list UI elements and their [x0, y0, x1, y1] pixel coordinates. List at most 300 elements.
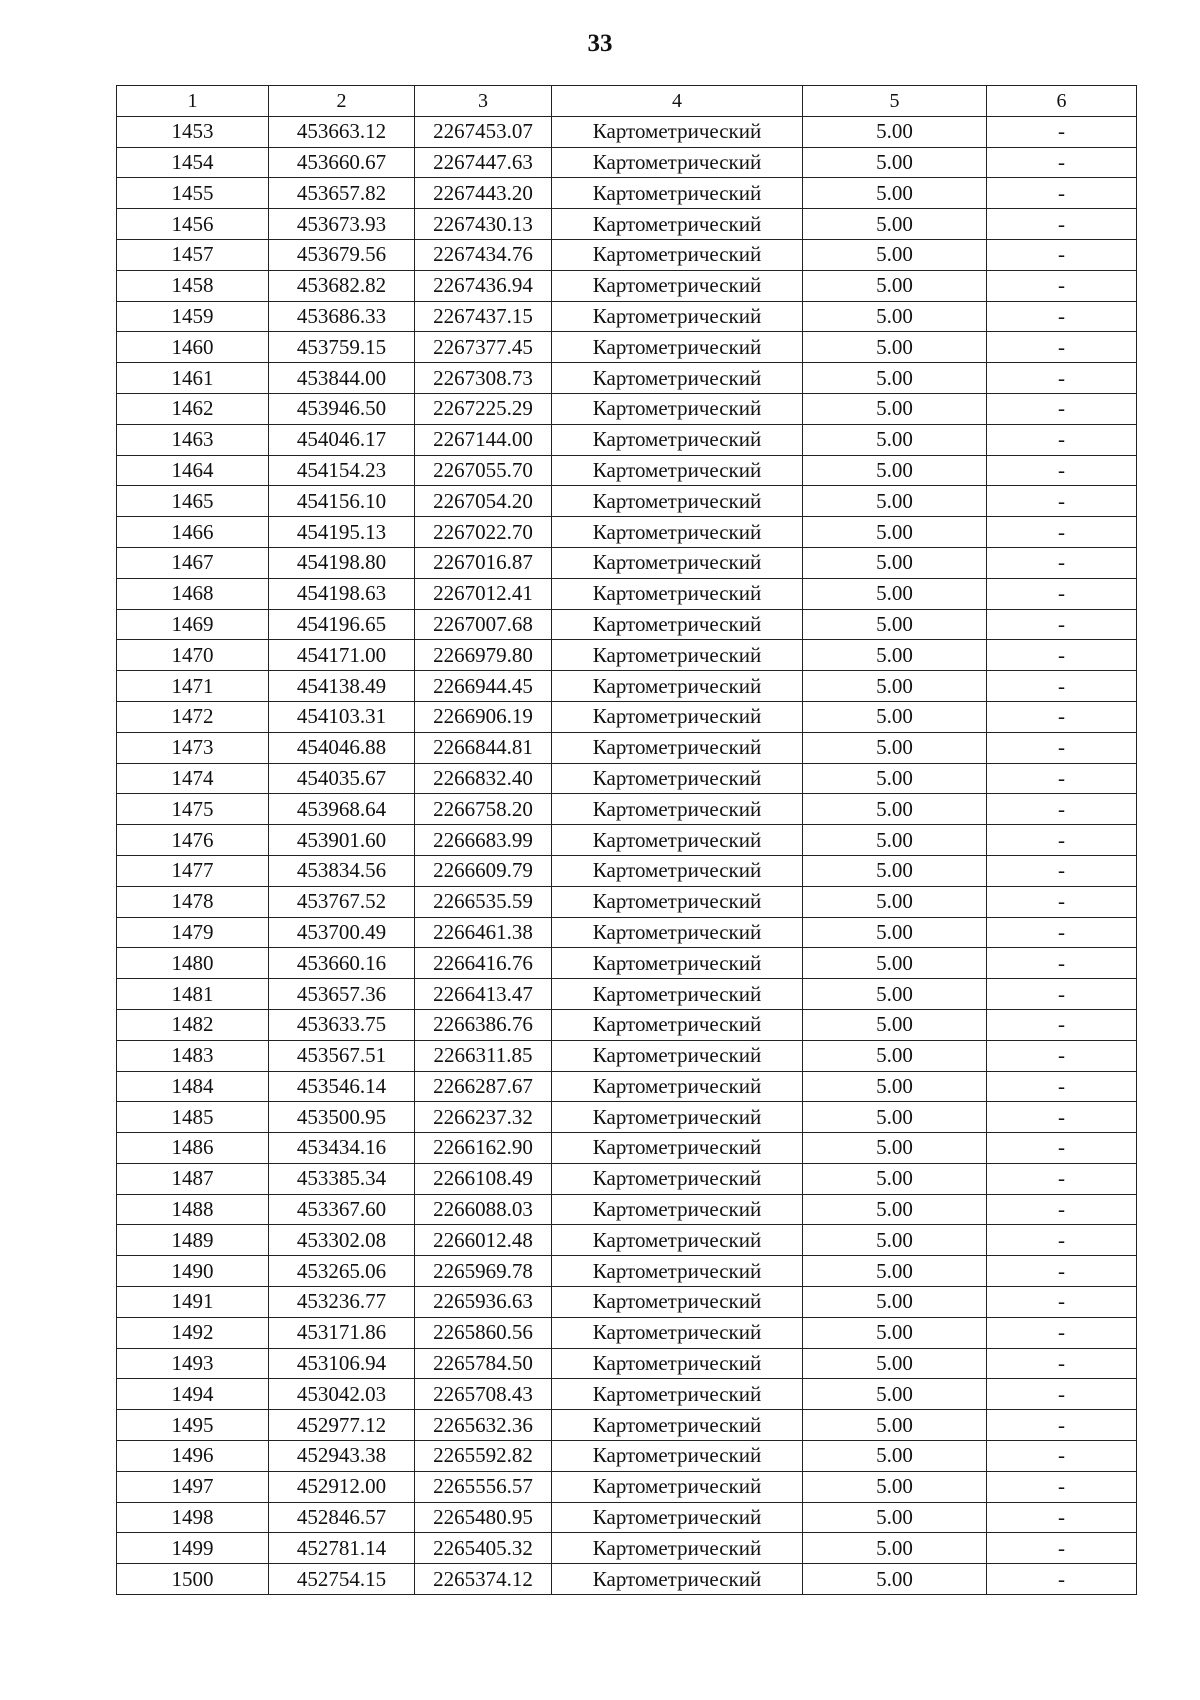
method-cell: Картометрический	[552, 609, 803, 640]
x-coordinate-cell: 453385.34	[269, 1163, 415, 1194]
x-coordinate-cell: 453946.50	[269, 393, 415, 424]
y-coordinate-cell: 2265936.63	[415, 1287, 552, 1318]
accuracy-cell: 5.00	[803, 794, 987, 825]
accuracy-cell: 5.00	[803, 147, 987, 178]
table-row	[117, 1194, 1137, 1225]
point-number-cell: 1454	[117, 147, 269, 178]
y-coordinate-cell: 2265480.95	[415, 1502, 552, 1533]
point-number-cell: 1469	[117, 609, 269, 640]
y-coordinate-cell: 2265708.43	[415, 1379, 552, 1410]
point-number-cell: 1477	[117, 855, 269, 886]
accuracy-cell: 5.00	[803, 1225, 987, 1256]
x-coordinate-cell: 453682.82	[269, 270, 415, 301]
point-number-cell: 1484	[117, 1071, 269, 1102]
header-cell: 5	[803, 86, 987, 117]
method-cell: Картометрический	[552, 363, 803, 394]
method-cell: Картометрический	[552, 886, 803, 917]
description-cell: -	[987, 1441, 1137, 1472]
table-row	[117, 486, 1137, 517]
point-number-cell: 1468	[117, 578, 269, 609]
description-cell: -	[987, 855, 1137, 886]
point-number-cell: 1488	[117, 1194, 269, 1225]
y-coordinate-cell: 2265374.12	[415, 1564, 552, 1595]
y-coordinate-cell: 2266012.48	[415, 1225, 552, 1256]
method-cell: Картометрический	[552, 979, 803, 1010]
y-coordinate-cell: 2266108.49	[415, 1163, 552, 1194]
table-row	[117, 1564, 1137, 1595]
y-coordinate-cell: 2266311.85	[415, 1040, 552, 1071]
x-coordinate-cell: 453106.94	[269, 1348, 415, 1379]
method-cell: Картометрический	[552, 640, 803, 671]
description-cell: -	[987, 948, 1137, 979]
x-coordinate-cell: 454035.67	[269, 763, 415, 794]
method-cell: Картометрический	[552, 147, 803, 178]
description-cell: -	[987, 270, 1137, 301]
accuracy-cell: 5.00	[803, 1564, 987, 1595]
x-coordinate-cell: 454195.13	[269, 517, 415, 548]
point-number-cell: 1500	[117, 1564, 269, 1595]
x-coordinate-cell: 453834.56	[269, 855, 415, 886]
table-row	[117, 393, 1137, 424]
accuracy-cell: 5.00	[803, 1194, 987, 1225]
accuracy-cell: 5.00	[803, 701, 987, 732]
description-cell: -	[987, 1379, 1137, 1410]
point-number-cell: 1499	[117, 1533, 269, 1564]
y-coordinate-cell: 2267443.20	[415, 178, 552, 209]
description-cell: -	[987, 1564, 1137, 1595]
y-coordinate-cell: 2266416.76	[415, 948, 552, 979]
method-cell: Картометрический	[552, 393, 803, 424]
y-coordinate-cell: 2265784.50	[415, 1348, 552, 1379]
y-coordinate-cell: 2267308.73	[415, 363, 552, 394]
point-number-cell: 1479	[117, 917, 269, 948]
x-coordinate-cell: 454046.17	[269, 424, 415, 455]
table-row	[117, 1533, 1137, 1564]
y-coordinate-cell: 2266088.03	[415, 1194, 552, 1225]
description-cell: -	[987, 178, 1137, 209]
table-row	[117, 917, 1137, 948]
x-coordinate-cell: 453673.93	[269, 209, 415, 240]
y-coordinate-cell: 2267016.87	[415, 547, 552, 578]
accuracy-cell: 5.00	[803, 209, 987, 240]
accuracy-cell: 5.00	[803, 455, 987, 486]
x-coordinate-cell: 454046.88	[269, 732, 415, 763]
accuracy-cell: 5.00	[803, 671, 987, 702]
header-cell: 6	[987, 86, 1137, 117]
accuracy-cell: 5.00	[803, 886, 987, 917]
description-cell: -	[987, 486, 1137, 517]
accuracy-cell: 5.00	[803, 948, 987, 979]
table-row	[117, 948, 1137, 979]
y-coordinate-cell: 2266906.19	[415, 701, 552, 732]
y-coordinate-cell: 2267054.20	[415, 486, 552, 517]
description-cell: -	[987, 209, 1137, 240]
y-coordinate-cell: 2267144.00	[415, 424, 552, 455]
description-cell: -	[987, 763, 1137, 794]
table-row	[117, 301, 1137, 332]
x-coordinate-cell: 453679.56	[269, 239, 415, 270]
table-row	[117, 455, 1137, 486]
description-cell: -	[987, 1317, 1137, 1348]
x-coordinate-cell: 454154.23	[269, 455, 415, 486]
x-coordinate-cell: 452977.12	[269, 1410, 415, 1441]
y-coordinate-cell: 2267055.70	[415, 455, 552, 486]
accuracy-cell: 5.00	[803, 1317, 987, 1348]
accuracy-cell: 5.00	[803, 732, 987, 763]
table-row	[117, 855, 1137, 886]
x-coordinate-cell: 453302.08	[269, 1225, 415, 1256]
x-coordinate-cell: 452846.57	[269, 1502, 415, 1533]
method-cell: Картометрический	[552, 1317, 803, 1348]
table-row	[117, 363, 1137, 394]
y-coordinate-cell: 2267447.63	[415, 147, 552, 178]
x-coordinate-cell: 453700.49	[269, 917, 415, 948]
method-cell: Картометрический	[552, 547, 803, 578]
description-cell: -	[987, 1225, 1137, 1256]
y-coordinate-cell: 2266683.99	[415, 825, 552, 856]
header-cell: 3	[415, 86, 552, 117]
y-coordinate-cell: 2265592.82	[415, 1441, 552, 1472]
description-cell: -	[987, 917, 1137, 948]
point-number-cell: 1489	[117, 1225, 269, 1256]
accuracy-cell: 5.00	[803, 332, 987, 363]
y-coordinate-cell: 2266609.79	[415, 855, 552, 886]
method-cell: Картометрический	[552, 1471, 803, 1502]
y-coordinate-cell: 2266944.45	[415, 671, 552, 702]
header-cell: 2	[269, 86, 415, 117]
x-coordinate-cell: 453968.64	[269, 794, 415, 825]
x-coordinate-cell: 454196.65	[269, 609, 415, 640]
point-number-cell: 1494	[117, 1379, 269, 1410]
x-coordinate-cell: 453660.67	[269, 147, 415, 178]
table-row	[117, 1102, 1137, 1133]
method-cell: Картометрический	[552, 486, 803, 517]
method-cell: Картометрический	[552, 239, 803, 270]
accuracy-cell: 5.00	[803, 547, 987, 578]
description-cell: -	[987, 547, 1137, 578]
point-number-cell: 1485	[117, 1102, 269, 1133]
description-cell: -	[987, 825, 1137, 856]
x-coordinate-cell: 453660.16	[269, 948, 415, 979]
point-number-cell: 1482	[117, 1009, 269, 1040]
accuracy-cell: 5.00	[803, 825, 987, 856]
table-row	[117, 1502, 1137, 1533]
description-cell: -	[987, 1133, 1137, 1164]
coordinates-table	[116, 85, 1137, 1595]
table-row	[117, 794, 1137, 825]
accuracy-cell: 5.00	[803, 393, 987, 424]
y-coordinate-cell: 2266979.80	[415, 640, 552, 671]
x-coordinate-cell: 454198.63	[269, 578, 415, 609]
accuracy-cell: 5.00	[803, 1163, 987, 1194]
point-number-cell: 1455	[117, 178, 269, 209]
y-coordinate-cell: 2265969.78	[415, 1256, 552, 1287]
point-number-cell: 1459	[117, 301, 269, 332]
y-coordinate-cell: 2266461.38	[415, 917, 552, 948]
method-cell: Картометрический	[552, 578, 803, 609]
point-number-cell: 1491	[117, 1287, 269, 1318]
accuracy-cell: 5.00	[803, 270, 987, 301]
accuracy-cell: 5.00	[803, 116, 987, 147]
y-coordinate-cell: 2267437.15	[415, 301, 552, 332]
accuracy-cell: 5.00	[803, 1533, 987, 1564]
accuracy-cell: 5.00	[803, 1102, 987, 1133]
point-number-cell: 1456	[117, 209, 269, 240]
x-coordinate-cell: 453767.52	[269, 886, 415, 917]
point-number-cell: 1497	[117, 1471, 269, 1502]
description-cell: -	[987, 301, 1137, 332]
description-cell: -	[987, 517, 1137, 548]
point-number-cell: 1453	[117, 116, 269, 147]
page-number: 33	[587, 30, 613, 57]
x-coordinate-cell: 454138.49	[269, 671, 415, 702]
point-number-cell: 1461	[117, 363, 269, 394]
point-number-cell: 1470	[117, 640, 269, 671]
method-cell: Картометрический	[552, 763, 803, 794]
table-row	[117, 609, 1137, 640]
table-row	[117, 1133, 1137, 1164]
method-cell: Картометрический	[552, 1225, 803, 1256]
x-coordinate-cell: 453546.14	[269, 1071, 415, 1102]
description-cell: -	[987, 701, 1137, 732]
method-cell: Картометрический	[552, 209, 803, 240]
accuracy-cell: 5.00	[803, 1441, 987, 1472]
point-number-cell: 1486	[117, 1133, 269, 1164]
point-number-cell: 1476	[117, 825, 269, 856]
table-body	[117, 116, 1137, 1594]
table-row	[117, 239, 1137, 270]
description-cell: -	[987, 1009, 1137, 1040]
description-cell: -	[987, 1163, 1137, 1194]
description-cell: -	[987, 979, 1137, 1010]
y-coordinate-cell: 2266832.40	[415, 763, 552, 794]
point-number-cell: 1467	[117, 547, 269, 578]
table-row	[117, 1410, 1137, 1441]
method-cell: Картометрический	[552, 1410, 803, 1441]
accuracy-cell: 5.00	[803, 1287, 987, 1318]
accuracy-cell: 5.00	[803, 301, 987, 332]
table-row	[117, 332, 1137, 363]
description-cell: -	[987, 1071, 1137, 1102]
y-coordinate-cell: 2265405.32	[415, 1533, 552, 1564]
table-header	[117, 86, 1137, 117]
description-cell: -	[987, 1471, 1137, 1502]
x-coordinate-cell: 453265.06	[269, 1256, 415, 1287]
point-number-cell: 1463	[117, 424, 269, 455]
x-coordinate-cell: 453759.15	[269, 332, 415, 363]
accuracy-cell: 5.00	[803, 578, 987, 609]
method-cell: Картометрический	[552, 1379, 803, 1410]
description-cell: -	[987, 363, 1137, 394]
description-cell: -	[987, 609, 1137, 640]
table-row	[117, 517, 1137, 548]
table-row	[117, 1317, 1137, 1348]
method-cell: Картометрический	[552, 794, 803, 825]
description-cell: -	[987, 1533, 1137, 1564]
y-coordinate-cell: 2267453.07	[415, 116, 552, 147]
accuracy-cell: 5.00	[803, 1471, 987, 1502]
accuracy-cell: 5.00	[803, 1133, 987, 1164]
point-number-cell: 1493	[117, 1348, 269, 1379]
point-number-cell: 1473	[117, 732, 269, 763]
description-cell: -	[987, 239, 1137, 270]
y-coordinate-cell: 2267436.94	[415, 270, 552, 301]
point-number-cell: 1490	[117, 1256, 269, 1287]
accuracy-cell: 5.00	[803, 486, 987, 517]
y-coordinate-cell: 2266162.90	[415, 1133, 552, 1164]
table-row	[117, 1163, 1137, 1194]
description-cell: -	[987, 332, 1137, 363]
table-row	[117, 1009, 1137, 1040]
y-coordinate-cell: 2265556.57	[415, 1471, 552, 1502]
method-cell: Картометрический	[552, 1564, 803, 1595]
method-cell: Картометрический	[552, 1163, 803, 1194]
table-row	[117, 1040, 1137, 1071]
point-number-cell: 1466	[117, 517, 269, 548]
table-row	[117, 547, 1137, 578]
point-number-cell: 1464	[117, 455, 269, 486]
table-row	[117, 1225, 1137, 1256]
description-cell: -	[987, 1287, 1137, 1318]
y-coordinate-cell: 2267434.76	[415, 239, 552, 270]
x-coordinate-cell: 452754.15	[269, 1564, 415, 1595]
method-cell: Картометрический	[552, 825, 803, 856]
y-coordinate-cell: 2265632.36	[415, 1410, 552, 1441]
point-number-cell: 1495	[117, 1410, 269, 1441]
method-cell: Картометрический	[552, 455, 803, 486]
table-row	[117, 1348, 1137, 1379]
table-row	[117, 886, 1137, 917]
description-cell: -	[987, 886, 1137, 917]
description-cell: -	[987, 640, 1137, 671]
y-coordinate-cell: 2267022.70	[415, 517, 552, 548]
table-row	[117, 732, 1137, 763]
method-cell: Картометрический	[552, 917, 803, 948]
x-coordinate-cell: 453367.60	[269, 1194, 415, 1225]
y-coordinate-cell: 2266413.47	[415, 979, 552, 1010]
point-number-cell: 1462	[117, 393, 269, 424]
table-row	[117, 671, 1137, 702]
table-row	[117, 424, 1137, 455]
table-row	[117, 979, 1137, 1010]
table-row	[117, 1071, 1137, 1102]
x-coordinate-cell: 453633.75	[269, 1009, 415, 1040]
y-coordinate-cell: 2267225.29	[415, 393, 552, 424]
table-row	[117, 1256, 1137, 1287]
method-cell: Картометрический	[552, 701, 803, 732]
method-cell: Картометрический	[552, 671, 803, 702]
description-cell: -	[987, 1410, 1137, 1441]
method-cell: Картометрический	[552, 1287, 803, 1318]
y-coordinate-cell: 2267377.45	[415, 332, 552, 363]
accuracy-cell: 5.00	[803, 178, 987, 209]
method-cell: Картометрический	[552, 332, 803, 363]
description-cell: -	[987, 1194, 1137, 1225]
point-number-cell: 1472	[117, 701, 269, 732]
point-number-cell: 1465	[117, 486, 269, 517]
y-coordinate-cell: 2265860.56	[415, 1317, 552, 1348]
method-cell: Картометрический	[552, 732, 803, 763]
accuracy-cell: 5.00	[803, 1410, 987, 1441]
x-coordinate-cell: 453042.03	[269, 1379, 415, 1410]
point-number-cell: 1483	[117, 1040, 269, 1071]
table-row	[117, 178, 1137, 209]
accuracy-cell: 5.00	[803, 763, 987, 794]
accuracy-cell: 5.00	[803, 855, 987, 886]
table-row	[117, 1379, 1137, 1410]
x-coordinate-cell: 452781.14	[269, 1533, 415, 1564]
table-row	[117, 578, 1137, 609]
accuracy-cell: 5.00	[803, 1348, 987, 1379]
x-coordinate-cell: 453500.95	[269, 1102, 415, 1133]
point-number-cell: 1478	[117, 886, 269, 917]
accuracy-cell: 5.00	[803, 1040, 987, 1071]
x-coordinate-cell: 453657.36	[269, 979, 415, 1010]
point-number-cell: 1457	[117, 239, 269, 270]
table-row	[117, 825, 1137, 856]
method-cell: Картометрический	[552, 1071, 803, 1102]
table-row	[117, 147, 1137, 178]
method-cell: Картометрический	[552, 424, 803, 455]
point-number-cell: 1471	[117, 671, 269, 702]
table-row	[117, 1471, 1137, 1502]
accuracy-cell: 5.00	[803, 1379, 987, 1410]
x-coordinate-cell: 453844.00	[269, 363, 415, 394]
method-cell: Картометрический	[552, 116, 803, 147]
description-cell: -	[987, 1348, 1137, 1379]
accuracy-cell: 5.00	[803, 1009, 987, 1040]
x-coordinate-cell: 454198.80	[269, 547, 415, 578]
method-cell: Картометрический	[552, 1533, 803, 1564]
accuracy-cell: 5.00	[803, 424, 987, 455]
method-cell: Картометрический	[552, 1502, 803, 1533]
description-cell: -	[987, 1502, 1137, 1533]
point-number-cell: 1480	[117, 948, 269, 979]
description-cell: -	[987, 578, 1137, 609]
y-coordinate-cell: 2266386.76	[415, 1009, 552, 1040]
x-coordinate-cell: 453434.16	[269, 1133, 415, 1164]
y-coordinate-cell: 2267007.68	[415, 609, 552, 640]
point-number-cell: 1492	[117, 1317, 269, 1348]
description-cell: -	[987, 1102, 1137, 1133]
x-coordinate-cell: 454171.00	[269, 640, 415, 671]
method-cell: Картометрический	[552, 1348, 803, 1379]
method-cell: Картометрический	[552, 517, 803, 548]
x-coordinate-cell: 454156.10	[269, 486, 415, 517]
y-coordinate-cell: 2266535.59	[415, 886, 552, 917]
description-cell: -	[987, 424, 1137, 455]
accuracy-cell: 5.00	[803, 1071, 987, 1102]
method-cell: Картометрический	[552, 1256, 803, 1287]
x-coordinate-cell: 453567.51	[269, 1040, 415, 1071]
table-row	[117, 270, 1137, 301]
table-row	[117, 209, 1137, 240]
y-coordinate-cell: 2266844.81	[415, 732, 552, 763]
point-number-cell: 1460	[117, 332, 269, 363]
point-number-cell: 1498	[117, 1502, 269, 1533]
method-cell: Картометрический	[552, 1441, 803, 1472]
accuracy-cell: 5.00	[803, 609, 987, 640]
point-number-cell: 1481	[117, 979, 269, 1010]
method-cell: Картометрический	[552, 948, 803, 979]
x-coordinate-cell: 452912.00	[269, 1471, 415, 1502]
x-coordinate-cell: 453657.82	[269, 178, 415, 209]
header-row	[117, 86, 1137, 117]
description-cell: -	[987, 455, 1137, 486]
description-cell: -	[987, 732, 1137, 763]
description-cell: -	[987, 794, 1137, 825]
point-number-cell: 1496	[117, 1441, 269, 1472]
